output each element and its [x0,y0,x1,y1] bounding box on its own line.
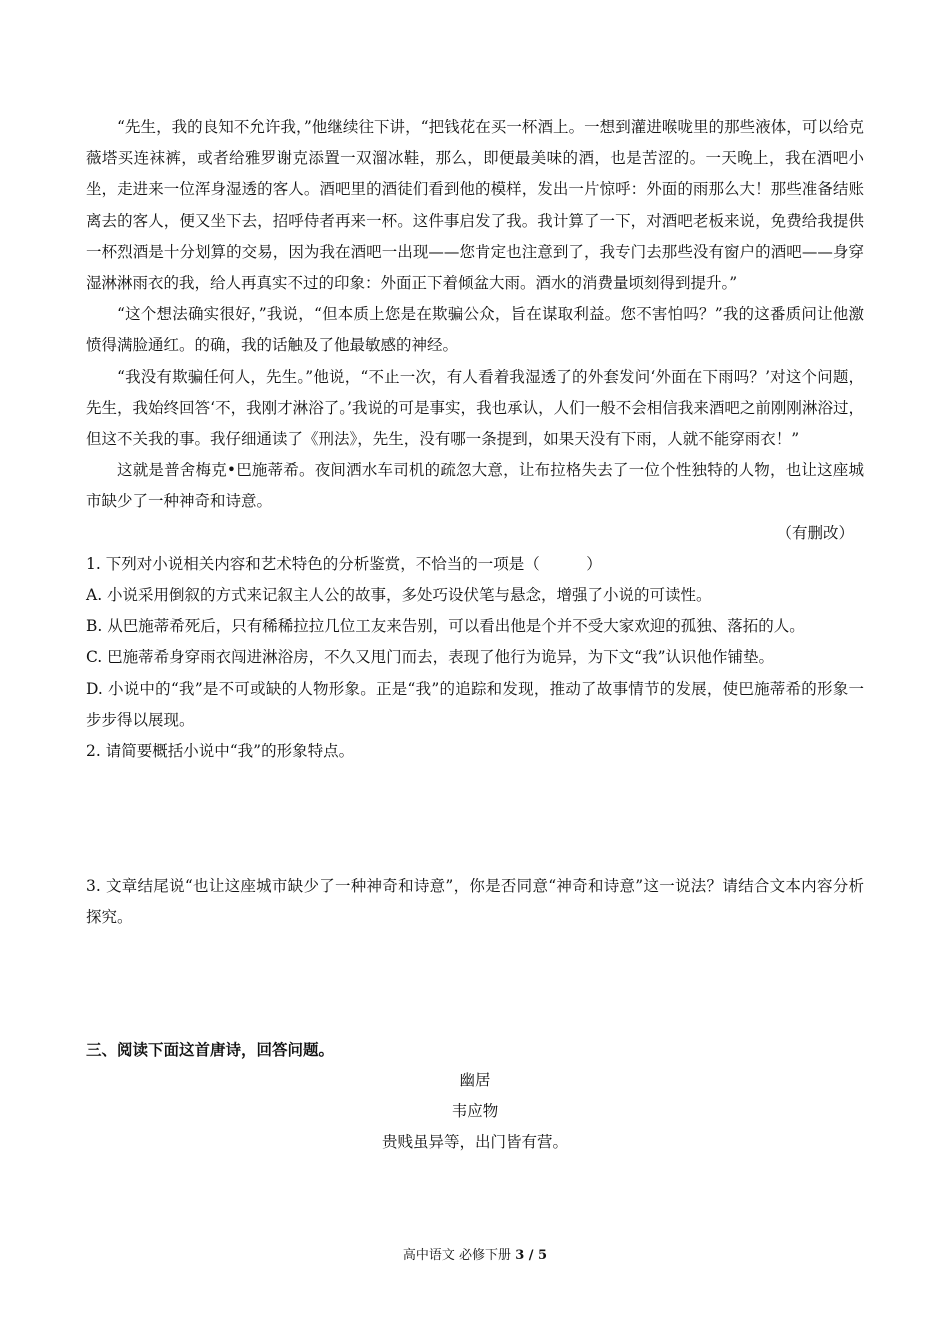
page-number: 3 / 5 [515,1248,548,1263]
question-1-option-c: C. 巴施蒂希身穿雨衣闯进淋浴房，不久又甩门而去，表现了他行为诡异，为下文“我”认识他作铺垫。 [86,648,775,667]
revision-note: （有删改） [776,523,854,542]
page-footer [0,1244,950,1263]
question-3: 3. 文章结尾说“也让这座城市缺少了一种神奇和诗意”，你是否同意“神奇和诗意”这一说法？请结合文本内容分析探究。 [86,877,864,927]
document-body [86,112,864,1158]
question-1-option-d: D. 小说中的“我”是不可或缺的人物形象。正是“我”的追踪和发现，推动了故事情节的发展，使巴施蒂希的形象一步步得以展现。 [86,679,864,729]
answer-space-q3 [86,934,864,1034]
poem-title: 幽居 [459,1070,491,1089]
footer-text: 高中语文 必修下册 [402,1248,516,1263]
story-paragraph-3: “我没有欺骗任何人，先生。”他说，“不止一次，有人看着我湿透了的外套发问‘外面在下雨吗？’对这个问题，先生，我始终回答‘不，我刚才淋浴了。’我说的可是事实，我也承认，人们一般不会相信我来酒吧之前刚刚淋浴过，但这不关我的事。我仔细通读了《刑法》，先生，没有哪一条提到，如果天没有下雨，人就不能穿雨衣！” [86,367,864,449]
answer-space-q2 [86,767,864,871]
question-1-option-b: B. 从巴施蒂希死后，只有稀稀拉拉几位工友来告别，可以看出他是个并不受大家欢迎的孤独、落拓的人。 [86,617,805,636]
poem-author: 韦应物 [451,1102,499,1121]
question-1-option-a: A. 小说采用倒叙的方式来记叙主人公的故事，多处巧设伏笔与悬念，增强了小说的可读性。 [86,586,712,605]
poem-line-1: 贵贱虽异等，出门皆有营。 [381,1133,568,1152]
story-paragraph-2: “这个想法确实很好，”我说，“但本质上您是在欺骗公众，旨在谋取利益。您不害怕吗？”我的这番质问让他激愤得满脸通红。的确，我的话触及了他最敏感的神经。 [86,305,864,355]
question-2: 2. 请简要概括小说中“我”的形象特点。 [86,742,355,761]
section-3-heading: 三、阅读下面这首唐诗，回答问题。 [86,1039,335,1059]
story-paragraph-4: 这就是普舍梅克•巴施蒂希。夜间洒水车司机的疏忽大意，让布拉格失去了一位个性独特的人物，也让这座城市缺少了一种神奇和诗意。 [86,461,864,511]
story-paragraph-1: “先生，我的良知不允许我，”他继续往下讲，“把钱花在买一杯酒上。一想到灌进喉咙里的那些液体，可以给克薇塔买连袜裤，或者给雅罗谢克添置一双溜冰鞋，那么，即便最美味的酒，也是苦涩的。一天晚上，我在酒吧小坐，走进来一位浑身湿透的客人。酒吧里的酒徒们看到他的模样，发出一片惊呼：外面的雨那么大！那些准备结账离去的客人，便又坐下去，招呼侍者再来一杯。这件事启发了我。我计算了一下，对酒吧老板来说，免费给我提供一杯烈酒是十分划算的交易，因为我在酒吧一出现——您肯定也注意到了，我专门去那些没有窗户的酒吧——身穿湿淋淋雨衣的我，给人再真实不过的印象：外面正下着倾盆大雨。酒水的消费量顷刻得到提升。” [86,118,864,293]
question-1-stem: 1. 下列对小说相关内容和艺术特色的分析鉴赏，不恰当的一项是（ ） [86,554,602,573]
